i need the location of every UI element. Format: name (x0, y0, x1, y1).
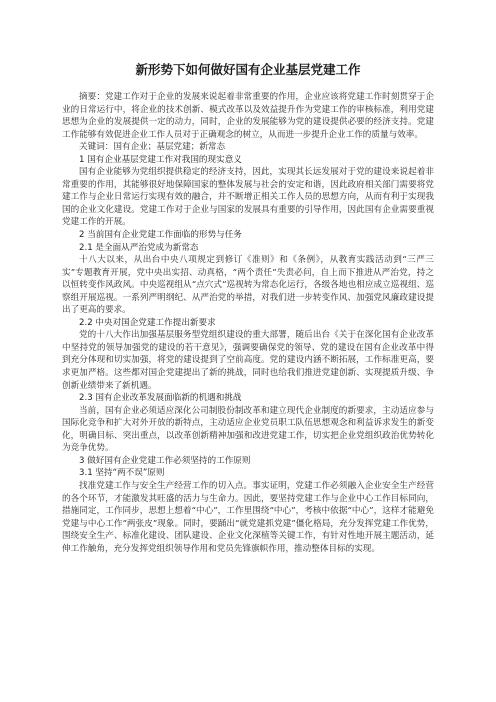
section-2-3-paragraph: 当前，国有企业必须适应深化公司制股份制改革和建立现代企业制度的新要求，主动适应参与国际化竞争和扩大对外开放的新特点，主动适应企业党员职工队伍思想观念和利益诉求发生的新变化，明确目标、突出重点，以改革创新精神加强和改进党建工作，切实把企业党组织政治优势转化为竞争优势。 (62, 405, 434, 454)
section-1-paragraph: 国有企业能够为党组织提供稳定的经济支持，因此，实现其长远发展对于党的建设来说起着非常重要的作用，其能够很好地保障国家的整体发展与社会的安定和谐，因此政府相关部门需要将党建工作与企业日常运行实现有效的融合，并不断增正相关工作人员的思想方向，从而有利于实现我国的企业文化建设。党建工作对于企业与国家的发展具有重要的引导作用，因此国有企业需要重视党建工作的开展。 (62, 167, 434, 228)
abstract-paragraph: 摘要：党建工作对于企业的发展来说起着非常重要的作用，企业应该将党建工作时刻贯穿于企业的日常运行中，将企业的技术创新、模式改革以及效益提升作为党建工作的审核标准，利用党建思想为企业的发展提供一定的动力，同时，企业的发展能够为党的建设提供必要的经济支持。党建工作能够有效促进企业工作人员对于正确观念的树立，从而进一步提升企业工作的质量与效率。 (62, 92, 434, 140)
section-1-heading: 1 国有企业基层党建工作对我国的现实意义 (79, 154, 242, 165)
section-3-1-heading: 3.1 坚持“两不误”原则 (79, 468, 165, 479)
section-3-1-paragraph: 找准党建工作与安全生产经营工作的切入点。事实证明，党建工作必须融入企业安全生产经营的各个环节，才能激发其旺盛的活力与生命力。因此，要坚持党建工作与企业中心工作目标同向，措施同定，工作同步，思想上想着“中心”，工作里围绕“中心”，考核中依据“中心”，这样才能避免党建与中心工作“两张皮”现象。同时，要踊出“就党建抓党建”僵化格局，充分发挥党建工作优势，围绕安全生产、标准化建设、团队建设、企业文化深植等关键工作，有针对性地开展主题活动，延伸工作触角，充分发挥党组织领导作用和党员先锋旗帜作用，推动整体目标的实现。 (62, 480, 434, 554)
section-2-1-heading: 2.1 是全面从严治党成为新常态 (79, 242, 199, 253)
section-2-heading: 2 当前国有企业党建工作面临的形势与任务 (79, 230, 242, 241)
section-2-3-heading: 2.3 国有企业改革发展面临新的机遇和挑战 (79, 393, 242, 404)
section-2-1-paragraph: 十八大以来，从出台中央八项规定到修订《准则》和《条例》，从教育实践活动到“三严三实”专题教育开展，党中央出实招、动真格，“两个责任”失责必问，自上而下推进从严治党，持之以恒转变作风政风。中央巡视组从“点穴式”巡视转为常态化运行，各级各地也相应成立巡视组、巡察组开展巡视。一系列严明纲纪、从严治党的举措，对我们进一步转变作风、加强党风廉政建设提出了更高的要求。 (62, 255, 434, 316)
document-title: 新形势下如何做好国有企业基层党建工作 (135, 62, 361, 77)
section-2-2-paragraph: 党的十八大作出加强基层服务型党组织建设的重大部署，随后出台《关于在深化国有企业改革中坚持党的领导加强党的建设的若干意见》，强调要确保党的领导、党的建设在国有企业改革中得到充分体现和切实加强，将党的建设提到了空前高度。党的建设内涵不断拓展，工作标准更高，要求更加严格。这些都对国企党建提出了新的挑战，同时也给我们推进党建创新、实现提质升级、争创新业绩带来了新机遇。 (62, 330, 434, 391)
section-2-2-heading: 2.2 中央对国企党建工作提出新要求 (79, 317, 216, 328)
section-3-heading: 3 做好国有企业党建工作必须坚持的工作原则 (79, 455, 251, 466)
keywords-line: 关键词：国有企业；基层党建；新常态 (79, 142, 226, 153)
